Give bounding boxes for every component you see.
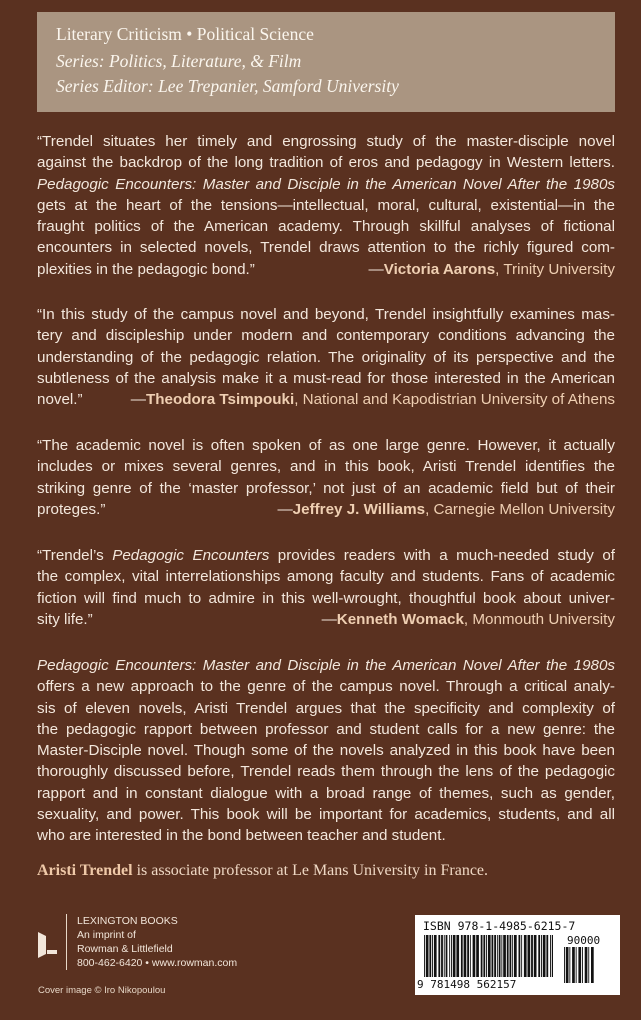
barcode-bar — [429, 935, 431, 977]
book-description — [37, 655, 615, 847]
ean-barcode-bars — [423, 935, 553, 977]
description-line: sis of eleven novels, Aristi Trendel argues that the specificity and complexity of — [37, 699, 615, 717]
book-title-italic: Pedagogic Encounters: Master and Disciple in the American Novel After the 1980s — [37, 657, 615, 674]
book-title-italic: Pedagogic Encounters — [112, 547, 270, 564]
isbn-barcode — [415, 915, 620, 995]
barcode-bar — [497, 935, 498, 977]
reviewer-affiliation: , Trinity University — [495, 260, 615, 278]
reviewer-name: Kenneth Womack — [336, 610, 464, 628]
barcode-bar — [524, 935, 527, 977]
dash: — — [368, 260, 384, 278]
barcode-bar — [531, 935, 533, 977]
barcode-bar — [449, 935, 450, 977]
barcode-bar — [451, 935, 452, 977]
barcode-bar — [464, 935, 467, 977]
reviewer-affiliation: , National and Kapodistrian University of Athens — [294, 391, 615, 409]
barcode-bar — [538, 935, 540, 977]
barcode-bar — [569, 947, 570, 983]
series-name: Series: Politics, Literature, & Film — [56, 51, 302, 71]
blurb-line: striking genre of the ‘master professor,’ not just of an academic field but of their — [37, 479, 615, 497]
book-title-italic: Pedagogic Encounters: Master and Disciple in the American Novel After the 1980s — [37, 175, 615, 193]
blurb-text: provides readers with a much-needed study of — [269, 547, 615, 564]
publisher-name: LEXINGTON BOOKS — [77, 915, 178, 927]
blurb-last-line — [37, 499, 615, 520]
blurb-womack — [37, 545, 615, 630]
blurb-line: subtleness of the analysis make it a must-read for those interested in the American — [37, 369, 615, 387]
barcode-bar — [582, 947, 583, 983]
dash: — — [321, 610, 337, 628]
barcode-bar — [512, 935, 513, 977]
dash: — — [277, 500, 293, 518]
author-bio — [37, 862, 488, 880]
barcode-bar — [503, 935, 506, 977]
ean-number: 9 781498 562157 — [417, 978, 517, 991]
series-info-box — [37, 12, 615, 112]
barcode-bar — [534, 935, 537, 977]
blurb-line: fraught politics of the American academy. Through skillful analyses of fictional — [37, 218, 615, 236]
attribution — [277, 499, 615, 520]
blurb-last-line — [37, 389, 615, 410]
blurb-aarons — [37, 131, 615, 280]
description-line: thoroughly discussed before, Trendel reads them through the lens of the pedagogic — [37, 763, 615, 781]
barcode-bar — [501, 935, 502, 977]
barcode-bar — [550, 935, 551, 977]
blurb-williams — [37, 435, 615, 520]
addon-barcode-bars — [563, 947, 613, 983]
description-line: the pedagogic rapport between professor and student calls for a new genre: the — [37, 720, 615, 738]
barcode-bar — [566, 947, 569, 983]
description-line: who are interested in the bond between teacher and student. — [37, 827, 446, 845]
description-line: rapport and in constant dialogue with a broad range of themes, such as gender, — [37, 784, 615, 802]
barcode-bar — [486, 935, 487, 977]
publisher-block — [36, 914, 296, 994]
imprint-line: An imprint of — [77, 929, 136, 941]
reviewer-name: Theodora Tsimpouki — [145, 391, 295, 409]
description-line: sexuality, and power. This book will be important for academics, students, and all — [37, 806, 615, 824]
price-addon-number: 90000 — [567, 934, 601, 947]
barcode-bar — [441, 935, 443, 977]
barcode-bar — [432, 935, 433, 977]
blurb-line: understanding of the pedagogic relation. The originality of its perspective and the — [37, 348, 615, 366]
barcode-bar — [546, 935, 548, 977]
barcode-bar — [488, 935, 491, 977]
barcode-bar — [552, 935, 553, 977]
blurb-last-line — [37, 609, 615, 630]
blurb-line: proteges.” — [37, 500, 106, 518]
blurb-line: gets at the heart of the tensions—intellectual, moral, cultural, existential—in the — [37, 196, 615, 214]
barcode-bar — [444, 935, 445, 977]
barcode-bar — [470, 935, 471, 977]
blurb-line: “In this study of the campus novel and beyond, Trendel insightfully examines mas- — [37, 306, 615, 323]
publisher-divider — [66, 914, 67, 970]
attribution — [369, 259, 615, 280]
blurb-line: includes or mixes several genres, and in this book, Aristi Trendel identifies the — [37, 458, 615, 476]
blurb-text: “Trendel’s — [37, 547, 113, 564]
barcode-bar — [438, 935, 440, 977]
barcode-bar — [494, 935, 496, 977]
blurb-line: plexities in the pedagogic bond.” — [37, 260, 255, 278]
barcode-bar — [476, 935, 479, 977]
publisher-contact: 800-462-6420 • www.rowman.com — [77, 957, 238, 969]
barcode-bar — [446, 935, 448, 977]
barcode-bar — [591, 947, 594, 983]
blurb-line: sity life.” — [37, 610, 93, 628]
barcode-bar — [521, 935, 522, 977]
blurb-line: against the backdrop of the long tradition of eros and pedagogy in Western letters. — [37, 154, 615, 172]
barcode-bar — [434, 935, 437, 977]
reviewer-name: Victoria Aarons — [383, 260, 496, 278]
barcode-bar — [588, 947, 589, 983]
series-editor: Series Editor: Lee Trepanier, Samford University — [56, 76, 399, 96]
barcode-bar — [456, 935, 459, 977]
barcode-bar — [453, 935, 456, 977]
blurb-line: fiction will find much to admire in this well-wrought, thoughtful book about univer- — [37, 589, 615, 607]
barcode-bar — [528, 935, 531, 977]
reviewer-name: Jeffrey J. Williams — [292, 500, 426, 518]
barcode-bar — [541, 935, 542, 977]
barcode-bar — [507, 935, 509, 977]
blurb-line: tery and discipleship under modern and contemporary conditions advancing the — [37, 327, 615, 345]
barcode-bar — [499, 935, 501, 977]
blurb-line: the complex, vital interrelationships among faculty and students. Fans of academic — [37, 568, 615, 586]
dash: — — [130, 391, 146, 409]
barcode-bar — [426, 935, 429, 977]
author-bio-text: is associate professor at Le Mans University in France. — [132, 862, 489, 879]
subject-categories: Literary Criticism • Political Science — [56, 24, 314, 44]
description-line: offers a new approach to the genre of the campus novel. Through a critical analy- — [37, 678, 615, 696]
attribution — [131, 389, 615, 410]
publisher-info — [77, 914, 237, 970]
barcode-bar — [461, 935, 463, 977]
blurb-last-line — [37, 259, 615, 280]
blurb-tsimpouki — [37, 304, 615, 410]
lexington-logo-icon — [36, 930, 58, 960]
barcode-bar — [514, 935, 517, 977]
barcode-bar — [473, 935, 476, 977]
blurb-first-line — [37, 545, 615, 566]
parent-company: Rowman & Littlefield — [77, 943, 173, 955]
barcode-bar — [543, 935, 546, 977]
barcode-bar — [519, 935, 521, 977]
blurb-line: “Trendel situates her timely and engrossing study of the master-disciple novel — [37, 133, 615, 150]
barcode-bar — [424, 935, 425, 977]
cover-credit: Cover image © Iro Nikopoulou — [38, 985, 166, 996]
reviewer-affiliation: , Carnegie Mellon University — [425, 500, 615, 518]
barcode-bar — [467, 935, 469, 977]
barcode-bar — [585, 947, 588, 983]
reviewer-affiliation: , Monmouth University — [463, 610, 615, 628]
attribution — [322, 609, 615, 630]
barcode-bar — [578, 947, 581, 983]
blurb-line: encounters in selected novels, Trendel draws attention to the richly figured com- — [37, 239, 615, 257]
barcode-bar — [492, 935, 494, 977]
barcode-bar — [564, 947, 565, 983]
author-name: Aristi Trendel — [37, 862, 133, 879]
barcode-bar — [481, 935, 483, 977]
isbn-number: ISBN 978-1-4985-6215-7 — [423, 919, 576, 933]
blurb-line: novel.” — [37, 391, 83, 409]
barcode-bar — [576, 947, 577, 983]
barcode-bar — [483, 935, 485, 977]
description-line: Master-Disciple novel. Though some of the novels analyzed in this book have been — [37, 742, 615, 760]
blurb-line: “The academic novel is often spoken of as one large genre. However, it actually — [37, 437, 615, 454]
barcode-bar — [572, 947, 575, 983]
barcode-bar — [510, 935, 512, 977]
